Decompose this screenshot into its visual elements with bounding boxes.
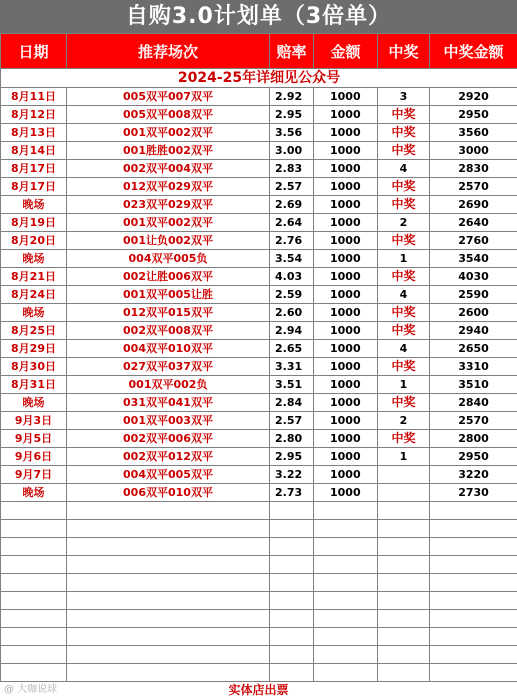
- cell-prize: 2690: [430, 196, 517, 214]
- cell-amount: 1000: [314, 412, 378, 430]
- header-row: [1, 34, 517, 69]
- cell-result: 中奖: [378, 178, 430, 196]
- cell-odds: 2.57: [270, 178, 314, 196]
- cell-prize: 2650: [430, 340, 517, 358]
- cell-amount: 1000: [314, 160, 378, 178]
- cell-result: 2: [378, 412, 430, 430]
- empty-cell: [1, 574, 67, 592]
- cell-prize: 4030: [430, 268, 517, 286]
- cell-amount: 1000: [314, 106, 378, 124]
- cell-amount: 1000: [314, 322, 378, 340]
- cell-amount: 1000: [314, 340, 378, 358]
- empty-cell: [314, 592, 378, 610]
- cell-odds: 2.73: [270, 484, 314, 502]
- sheet-title: 自购3.0计划单（3倍单）: [0, 0, 517, 33]
- empty-cell: [67, 646, 270, 664]
- cell-match: 001双平003双平: [67, 412, 270, 430]
- table-row: [1, 484, 517, 502]
- table-row: [1, 268, 517, 286]
- empty-row: [1, 664, 517, 682]
- empty-cell: [1, 502, 67, 520]
- cell-date: 9月7日: [1, 466, 67, 484]
- table-row: [1, 106, 517, 124]
- cell-odds: 2.83: [270, 160, 314, 178]
- empty-cell: [67, 610, 270, 628]
- empty-cell: [378, 574, 430, 592]
- cell-odds: 2.69: [270, 196, 314, 214]
- cell-result: 中奖: [378, 232, 430, 250]
- cell-date: 8月21日: [1, 268, 67, 286]
- empty-cell: [430, 646, 517, 664]
- cell-match: 004双平005双平: [67, 466, 270, 484]
- cell-prize: 2600: [430, 304, 517, 322]
- cell-match: 001双平002双平: [67, 214, 270, 232]
- table-row: [1, 412, 517, 430]
- empty-cell: [378, 538, 430, 556]
- table-row: [1, 376, 517, 394]
- empty-cell: [1, 664, 67, 682]
- empty-cell: [378, 556, 430, 574]
- cell-prize: 3560: [430, 124, 517, 142]
- cell-date: 9月3日: [1, 412, 67, 430]
- cell-amount: 1000: [314, 88, 378, 106]
- cell-result: 1: [378, 250, 430, 268]
- empty-cell: [378, 502, 430, 520]
- cell-result: 1: [378, 448, 430, 466]
- empty-cell: [378, 628, 430, 646]
- cell-odds: 2.64: [270, 214, 314, 232]
- cell-odds: 2.59: [270, 286, 314, 304]
- table-row: [1, 358, 517, 376]
- cell-odds: 3.51: [270, 376, 314, 394]
- cell-date: 晚场: [1, 250, 67, 268]
- cell-match: 006双平010双平: [67, 484, 270, 502]
- empty-cell: [378, 610, 430, 628]
- cell-prize: 2950: [430, 448, 517, 466]
- cell-match: 031双平041双平: [67, 394, 270, 412]
- header-prize: 中奖金额: [430, 34, 517, 69]
- empty-row: [1, 574, 517, 592]
- cell-result: 中奖: [378, 322, 430, 340]
- empty-cell: [67, 592, 270, 610]
- empty-cell: [270, 520, 314, 538]
- empty-row: [1, 610, 517, 628]
- cell-match: 002双平004双平: [67, 160, 270, 178]
- empty-cell: [378, 646, 430, 664]
- cell-match: 005双平007双平: [67, 88, 270, 106]
- empty-cell: [430, 592, 517, 610]
- header-match: 推荐场次: [67, 34, 270, 69]
- header-amount: 金额: [314, 34, 378, 69]
- cell-amount: 1000: [314, 142, 378, 160]
- cell-odds: 3.22: [270, 466, 314, 484]
- cell-match: 005双平008双平: [67, 106, 270, 124]
- footer-note: 实体店出票: [228, 683, 289, 697]
- cell-match: 001双平005让胜: [67, 286, 270, 304]
- cell-result: 2: [378, 214, 430, 232]
- cell-prize: 2830: [430, 160, 517, 178]
- cell-odds: 2.95: [270, 106, 314, 124]
- cell-date: 晚场: [1, 304, 67, 322]
- cell-match: 001让负002双平: [67, 232, 270, 250]
- cell-odds: 2.84: [270, 394, 314, 412]
- empty-row: [1, 646, 517, 664]
- cell-result: 3: [378, 88, 430, 106]
- empty-cell: [378, 592, 430, 610]
- cell-amount: 1000: [314, 304, 378, 322]
- table-row: [1, 430, 517, 448]
- empty-cell: [270, 628, 314, 646]
- cell-amount: 1000: [314, 178, 378, 196]
- cell-odds: 3.54: [270, 250, 314, 268]
- cell-date: 9月6日: [1, 448, 67, 466]
- cell-date: 8月20日: [1, 232, 67, 250]
- cell-result: [378, 466, 430, 484]
- cell-result: 1: [378, 376, 430, 394]
- watermark: @ 大咖说球: [4, 684, 58, 695]
- empty-cell: [314, 664, 378, 682]
- empty-cell: [270, 538, 314, 556]
- table-row: [1, 286, 517, 304]
- cell-amount: 1000: [314, 358, 378, 376]
- cell-match: 002双平008双平: [67, 322, 270, 340]
- empty-cell: [1, 538, 67, 556]
- empty-cell: [378, 520, 430, 538]
- empty-cell: [67, 520, 270, 538]
- empty-cell: [1, 610, 67, 628]
- cell-odds: 4.03: [270, 268, 314, 286]
- empty-cell: [430, 538, 517, 556]
- cell-match: 027双平037双平: [67, 358, 270, 376]
- cell-prize: 2730: [430, 484, 517, 502]
- cell-match: 004双平005负: [67, 250, 270, 268]
- empty-cell: [430, 574, 517, 592]
- empty-row: [1, 628, 517, 646]
- empty-cell: [67, 574, 270, 592]
- table-row: [1, 124, 517, 142]
- cell-result: 中奖: [378, 304, 430, 322]
- cell-amount: 1000: [314, 430, 378, 448]
- cell-prize: 2940: [430, 322, 517, 340]
- cell-date: 8月24日: [1, 286, 67, 304]
- cell-date: 8月17日: [1, 160, 67, 178]
- table-row: [1, 178, 517, 196]
- cell-prize: 2640: [430, 214, 517, 232]
- cell-match: 001双平002负: [67, 376, 270, 394]
- cell-date: 8月29日: [1, 340, 67, 358]
- cell-result: 中奖: [378, 394, 430, 412]
- empty-cell: [430, 664, 517, 682]
- cell-date: 9月5日: [1, 430, 67, 448]
- cell-amount: 1000: [314, 268, 378, 286]
- cell-odds: 2.57: [270, 412, 314, 430]
- cell-date: 晚场: [1, 196, 67, 214]
- empty-cell: [430, 556, 517, 574]
- cell-prize: 3510: [430, 376, 517, 394]
- empty-cell: [314, 610, 378, 628]
- cell-result: 中奖: [378, 268, 430, 286]
- empty-cell: [378, 664, 430, 682]
- betting-plan-table: [0, 33, 517, 682]
- cell-date: 8月30日: [1, 358, 67, 376]
- empty-row: [1, 520, 517, 538]
- cell-prize: 3220: [430, 466, 517, 484]
- empty-cell: [67, 556, 270, 574]
- cell-result: [378, 484, 430, 502]
- cell-date: 8月13日: [1, 124, 67, 142]
- empty-cell: [314, 538, 378, 556]
- cell-amount: 1000: [314, 196, 378, 214]
- cell-date: 8月25日: [1, 322, 67, 340]
- header-date: 日期: [1, 34, 67, 69]
- empty-cell: [67, 502, 270, 520]
- empty-cell: [67, 538, 270, 556]
- cell-result: 中奖: [378, 142, 430, 160]
- table-row: [1, 448, 517, 466]
- cell-match: 012双平029双平: [67, 178, 270, 196]
- table-row: [1, 196, 517, 214]
- cell-date: 8月12日: [1, 106, 67, 124]
- cell-match: 001胜胜002双平: [67, 142, 270, 160]
- cell-date: 8月11日: [1, 88, 67, 106]
- cell-prize: 2590: [430, 286, 517, 304]
- cell-match: 004双平010双平: [67, 340, 270, 358]
- empty-cell: [430, 520, 517, 538]
- cell-date: 8月19日: [1, 214, 67, 232]
- empty-cell: [67, 628, 270, 646]
- table-row: [1, 232, 517, 250]
- cell-match: 002双平012双平: [67, 448, 270, 466]
- table-row: [1, 304, 517, 322]
- empty-row: [1, 502, 517, 520]
- header-result: 中奖: [378, 34, 430, 69]
- cell-prize: 2800: [430, 430, 517, 448]
- cell-result: 中奖: [378, 196, 430, 214]
- empty-cell: [270, 610, 314, 628]
- cell-result: 4: [378, 160, 430, 178]
- empty-row: [1, 556, 517, 574]
- cell-date: 8月31日: [1, 376, 67, 394]
- cell-date: 8月14日: [1, 142, 67, 160]
- table-row: [1, 340, 517, 358]
- empty-row: [1, 538, 517, 556]
- cell-result: 中奖: [378, 358, 430, 376]
- empty-cell: [314, 520, 378, 538]
- cell-odds: 2.92: [270, 88, 314, 106]
- cell-amount: 1000: [314, 232, 378, 250]
- cell-match: 001双平002双平: [67, 124, 270, 142]
- table-row: [1, 142, 517, 160]
- cell-prize: 2840: [430, 394, 517, 412]
- cell-prize: 3540: [430, 250, 517, 268]
- cell-odds: 2.60: [270, 304, 314, 322]
- table-row: [1, 466, 517, 484]
- cell-amount: 1000: [314, 286, 378, 304]
- empty-cell: [1, 520, 67, 538]
- cell-match: 012双平015双平: [67, 304, 270, 322]
- cell-odds: 3.31: [270, 358, 314, 376]
- cell-amount: 1000: [314, 394, 378, 412]
- subtitle: 2024-25年详细见公众号: [1, 69, 517, 88]
- empty-cell: [314, 628, 378, 646]
- cell-date: 8月17日: [1, 178, 67, 196]
- cell-date: 晚场: [1, 484, 67, 502]
- cell-prize: 2920: [430, 88, 517, 106]
- empty-cell: [1, 556, 67, 574]
- empty-cell: [270, 664, 314, 682]
- cell-odds: 3.00: [270, 142, 314, 160]
- empty-cell: [270, 556, 314, 574]
- cell-amount: 1000: [314, 214, 378, 232]
- empty-cell: [430, 610, 517, 628]
- empty-cell: [1, 592, 67, 610]
- empty-cell: [430, 628, 517, 646]
- empty-cell: [270, 592, 314, 610]
- cell-prize: 2760: [430, 232, 517, 250]
- empty-cell: [314, 556, 378, 574]
- cell-prize: 2950: [430, 106, 517, 124]
- cell-date: 晚场: [1, 394, 67, 412]
- cell-result: 中奖: [378, 430, 430, 448]
- subtitle-row: [1, 69, 517, 88]
- cell-odds: 3.56: [270, 124, 314, 142]
- cell-odds: 2.80: [270, 430, 314, 448]
- cell-odds: 2.94: [270, 322, 314, 340]
- cell-amount: 1000: [314, 124, 378, 142]
- empty-cell: [1, 646, 67, 664]
- cell-result: 中奖: [378, 106, 430, 124]
- cell-match: 002让胜006双平: [67, 268, 270, 286]
- cell-amount: 1000: [314, 448, 378, 466]
- table-row: [1, 214, 517, 232]
- empty-cell: [430, 502, 517, 520]
- cell-result: 中奖: [378, 124, 430, 142]
- empty-cell: [314, 646, 378, 664]
- empty-cell: [270, 646, 314, 664]
- cell-odds: 2.95: [270, 448, 314, 466]
- empty-row: [1, 592, 517, 610]
- header-odds: 赔率: [270, 34, 314, 69]
- cell-odds: 2.76: [270, 232, 314, 250]
- cell-result: 4: [378, 286, 430, 304]
- empty-cell: [314, 574, 378, 592]
- cell-result: 4: [378, 340, 430, 358]
- cell-prize: 3000: [430, 142, 517, 160]
- table-row: [1, 160, 517, 178]
- empty-cell: [67, 664, 270, 682]
- empty-cell: [270, 574, 314, 592]
- cell-amount: 1000: [314, 466, 378, 484]
- empty-cell: [314, 502, 378, 520]
- cell-prize: 3310: [430, 358, 517, 376]
- table-row: [1, 394, 517, 412]
- table-row: [1, 322, 517, 340]
- cell-match: 002双平006双平: [67, 430, 270, 448]
- table-row: [1, 88, 517, 106]
- empty-cell: [270, 502, 314, 520]
- table-row: [1, 250, 517, 268]
- cell-prize: 2570: [430, 178, 517, 196]
- empty-cell: [1, 628, 67, 646]
- cell-match: 023双平029双平: [67, 196, 270, 214]
- cell-amount: 1000: [314, 250, 378, 268]
- cell-prize: 2570: [430, 412, 517, 430]
- cell-amount: 1000: [314, 484, 378, 502]
- cell-amount: 1000: [314, 376, 378, 394]
- cell-odds: 2.65: [270, 340, 314, 358]
